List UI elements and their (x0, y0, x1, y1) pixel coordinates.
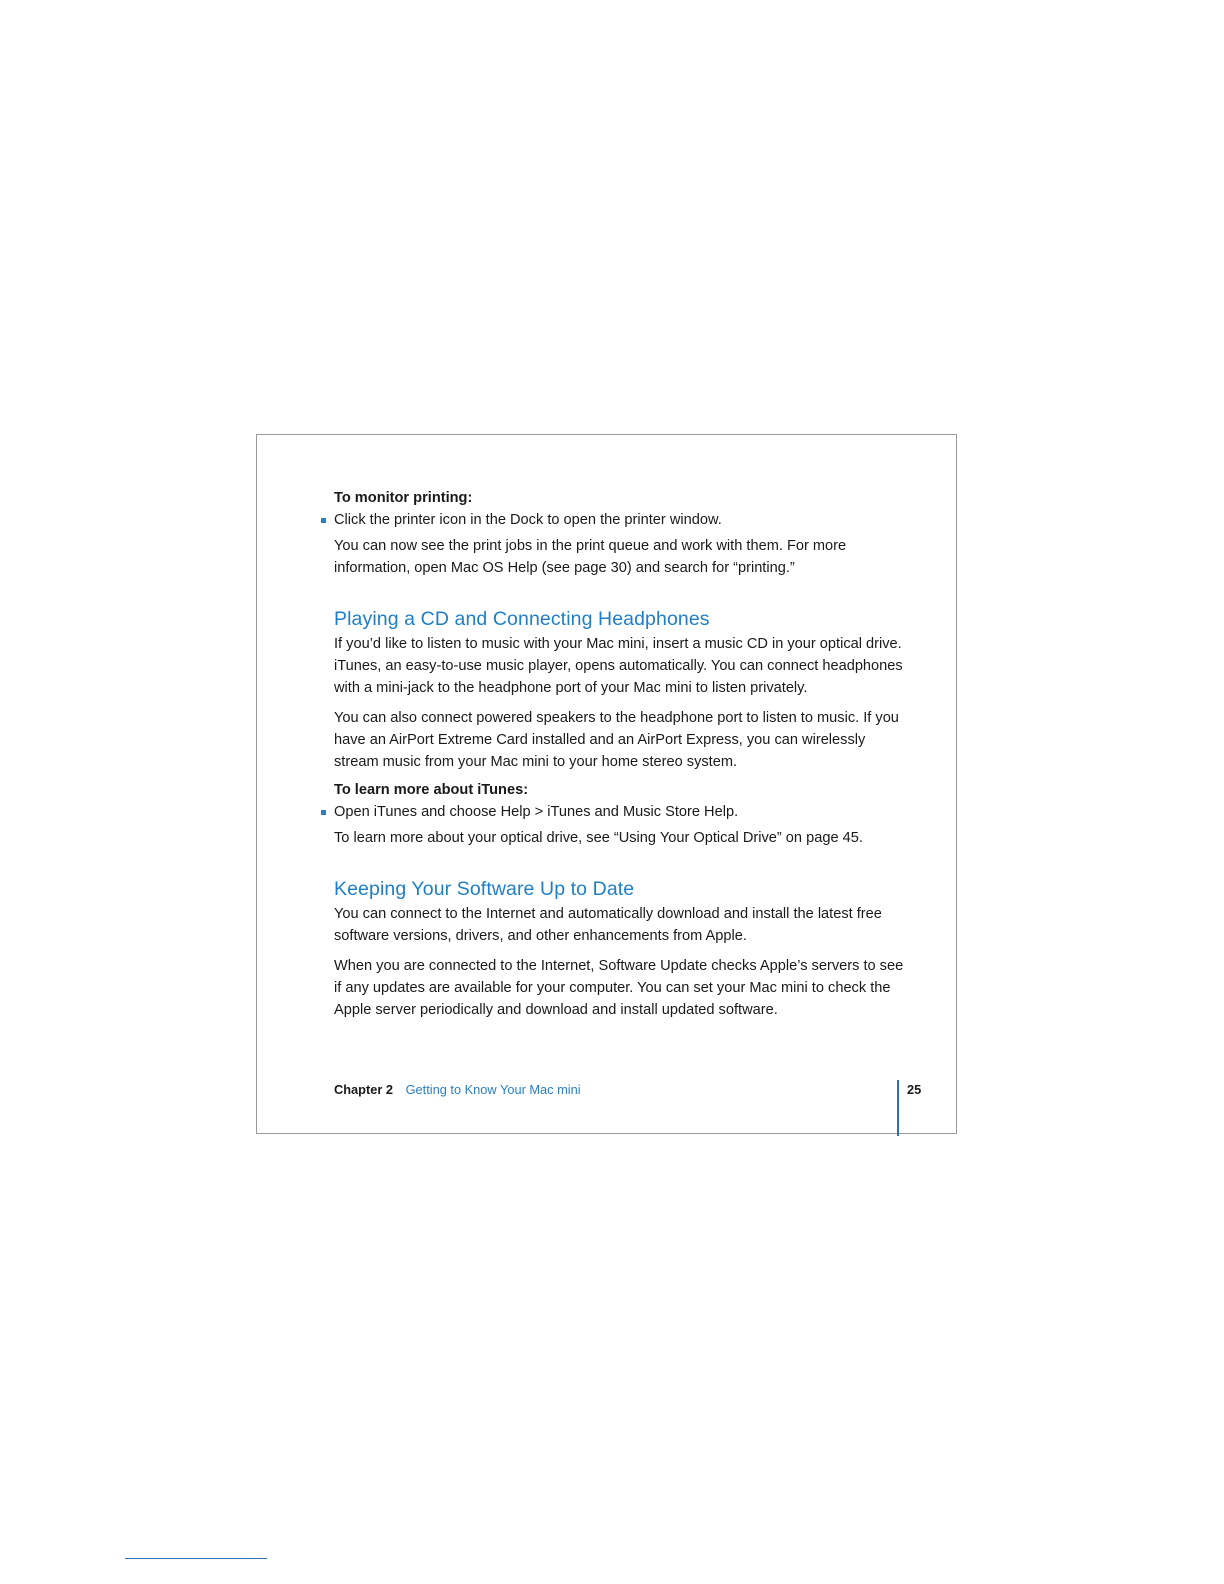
monitor-printing-paragraph: You can now see the print jobs in the print queue and work with them. For more information, open Mac OS Help (see page 30) and search for “printing.” (334, 538, 847, 576)
monitor-printing-heading: To monitor printing: (334, 490, 473, 506)
software-paragraph-2: When you are connected to the Internet, Software Update checks Apple’s servers to see if any updates are available for your computer. You can set your Mac mini to check the Apple server periodically and download and install updated software. (334, 958, 904, 1018)
footer-chapter (334, 1081, 581, 1099)
cd-paragraph-1: If you’d like to listen to music with your Mac mini, insert a music CD in your optical drive. iTunes, an easy-to-use music player, opens automatically. You can connect headphones with a mini-jack to the headphone port of your Mac mini to listen privately. (334, 636, 903, 696)
page-number: 25 (907, 1082, 922, 1097)
footer-chapter-title: Getting to Know Your Mac mini (405, 1082, 581, 1097)
itunes-step: Open iTunes and choose Help > iTunes and Music Store Help. (334, 801, 904, 823)
cd-paragraph-2: You can also connect powered speakers to the headphone port to listen to music. If you have an AirPort Extreme Card installed and an AirPort Express, you can wirelessly stream music from your Mac mini to your home stereo system. (334, 710, 899, 770)
monitor-printing-step: Click the printer icon in the Dock to open the printer window. (334, 509, 904, 531)
itunes-heading: To learn more about iTunes: (334, 782, 529, 798)
footer-divider (897, 1080, 899, 1136)
page-content (334, 487, 904, 1021)
optical-drive-paragraph: To learn more about your optical drive, see “Using Your Optical Drive” on page 45. (334, 830, 863, 846)
bottom-link-underline (125, 1558, 267, 1559)
software-update-section-title: Keeping Your Software Up to Date (334, 878, 635, 900)
software-paragraph-1: You can connect to the Internet and automatically download and install the latest free software versions, drivers, and other enhancements from Apple. (334, 906, 882, 944)
cd-headphones-section-title: Playing a CD and Connecting Headphones (334, 608, 710, 630)
footer-chapter-number: Chapter 2 (334, 1082, 394, 1097)
